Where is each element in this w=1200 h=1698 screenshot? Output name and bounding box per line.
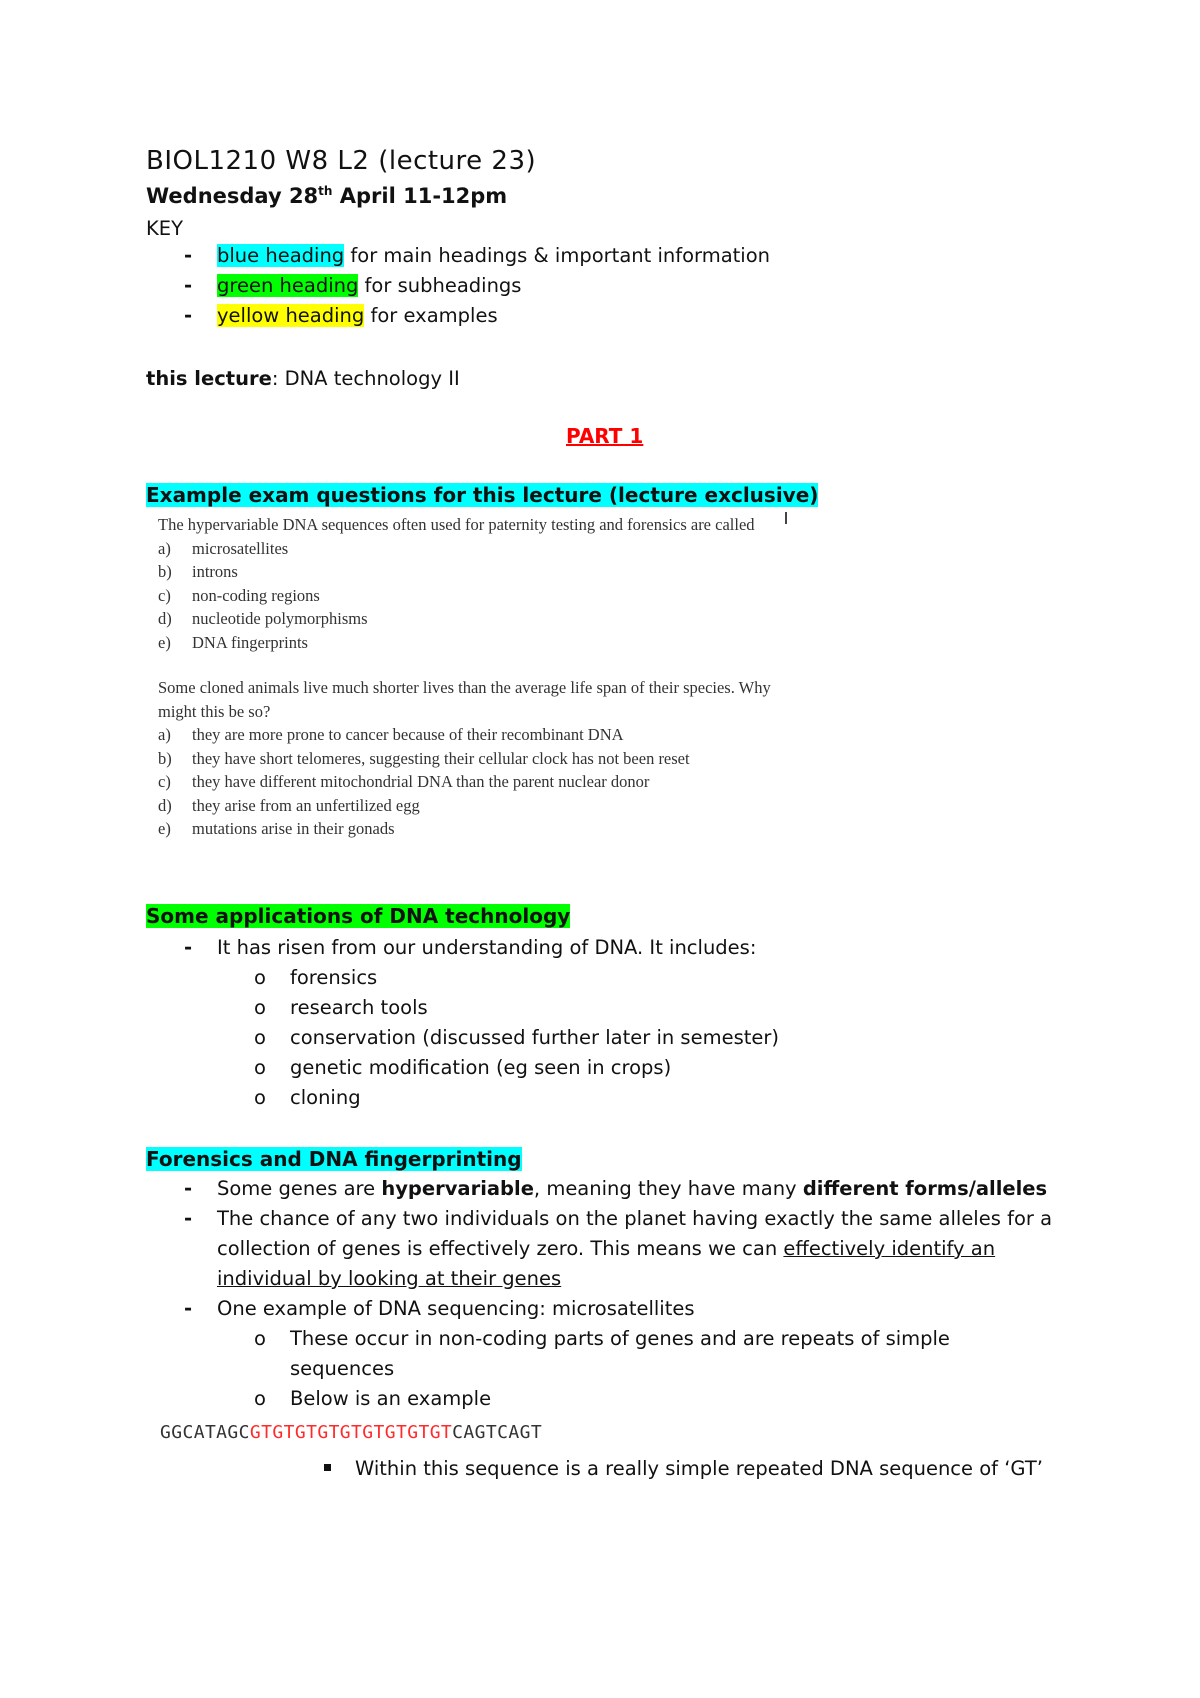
list-item-text: genetic modification (eg seen in crops) bbox=[290, 1056, 672, 1079]
option-text: mutations arise in their gonads bbox=[192, 819, 395, 838]
option-text: introns bbox=[192, 562, 238, 581]
question-option bbox=[158, 560, 798, 584]
applications-sublist bbox=[217, 963, 779, 1113]
dash-bullet: - bbox=[184, 274, 193, 297]
list-item-text: conservation (discussed further later in semester) bbox=[290, 1026, 779, 1049]
blue-highlight: blue heading bbox=[217, 244, 345, 267]
option-letter: d) bbox=[158, 795, 172, 815]
key-item-green bbox=[184, 271, 770, 301]
yellow-highlight: yellow heading bbox=[217, 304, 365, 327]
list-item bbox=[254, 993, 779, 1023]
text-run: , meaning they have many bbox=[533, 1177, 803, 1200]
question-option bbox=[158, 584, 798, 608]
forensics-point-3 bbox=[184, 1294, 1064, 1414]
dash-bullet: - bbox=[184, 936, 193, 959]
applications-list bbox=[184, 933, 779, 1113]
document-title bbox=[146, 146, 536, 176]
option-text: nucleotide polymorphisms bbox=[192, 609, 368, 628]
applications-heading bbox=[146, 904, 570, 928]
list-item bbox=[254, 1083, 779, 1113]
list-item-text: forensics bbox=[290, 966, 378, 989]
option-letter: e) bbox=[158, 819, 171, 838]
sequence-note-text: Within this sequence is a really simple repeated DNA sequence of ‘GT’ bbox=[355, 1457, 1043, 1480]
key-item-blue bbox=[184, 241, 770, 271]
question-option bbox=[158, 723, 798, 747]
option-text: they are more prone to cancer because of their recombinant DNA bbox=[192, 725, 624, 744]
circle-bullet: o bbox=[254, 1327, 266, 1350]
bold-term: hypervariable bbox=[381, 1177, 534, 1200]
dash-bullet: - bbox=[184, 1207, 193, 1230]
applications-heading-highlight: Some applications of DNA technology bbox=[146, 904, 571, 928]
sequence-end: CAGTCAGT bbox=[452, 1422, 543, 1443]
list-item bbox=[254, 963, 779, 993]
key-item-text: for examples bbox=[364, 304, 498, 327]
square-bullet-icon bbox=[324, 1464, 331, 1471]
text-run: The chance of any two individuals on the planet having exactly the same alleles for a collection of genes is effectively zero. This means we can bbox=[217, 1207, 1053, 1260]
exam-question-1: The hypervariable DNA sequences often used for paternity testing and forensics are called bbox=[158, 515, 755, 534]
option-letter: c) bbox=[158, 585, 171, 605]
question-option bbox=[158, 631, 798, 655]
list-item bbox=[254, 1023, 779, 1053]
applications-intro bbox=[184, 933, 779, 1113]
this-lecture-label: this lecture bbox=[146, 367, 272, 390]
lecture-date bbox=[146, 184, 507, 208]
circle-bullet: o bbox=[254, 1056, 266, 1079]
circle-bullet: o bbox=[254, 1026, 266, 1049]
date-time-text: April 11-12pm bbox=[332, 184, 508, 208]
dash-bullet: - bbox=[184, 1177, 193, 1200]
spacer bbox=[158, 654, 798, 676]
sequence-note bbox=[324, 1454, 1043, 1484]
part-heading: PART 1 bbox=[566, 424, 644, 448]
text-run: Some genes are bbox=[217, 1177, 382, 1200]
question-option bbox=[158, 817, 798, 841]
key-item-yellow bbox=[184, 301, 770, 331]
option-text: they arise from an unfertilized egg bbox=[192, 795, 420, 815]
date-superscript: th bbox=[318, 184, 333, 198]
this-lecture-line bbox=[146, 364, 460, 394]
underlined-text: effectively identify an individual by looking at their genes bbox=[217, 1237, 996, 1290]
option-text: microsatellites bbox=[192, 538, 289, 558]
dash-bullet: - bbox=[184, 1297, 193, 1320]
bold-term: different forms/alleles bbox=[802, 1177, 1048, 1200]
option-letter: d) bbox=[158, 609, 172, 628]
question-option bbox=[158, 794, 798, 818]
key-item-text: for subheadings bbox=[358, 274, 522, 297]
green-highlight: green heading bbox=[217, 274, 359, 297]
question-option bbox=[158, 747, 798, 771]
circle-bullet: o bbox=[254, 1086, 266, 1109]
question-option bbox=[158, 607, 798, 631]
applications-intro-text: It has risen from our understanding of DNA. It includes: bbox=[217, 936, 757, 959]
dna-sequence bbox=[160, 1422, 542, 1443]
lecture-number: (lecture 23) bbox=[369, 146, 537, 176]
date-text: Wednesday 28 bbox=[146, 184, 319, 208]
forensics-heading-highlight: Forensics and DNA fingerprinting bbox=[146, 1147, 522, 1171]
option-letter: a) bbox=[158, 725, 171, 744]
exam-section-heading bbox=[146, 483, 818, 507]
forensics-list bbox=[184, 1174, 1064, 1414]
key-list bbox=[184, 241, 770, 331]
forensics-point-1 bbox=[184, 1174, 1064, 1204]
list-item-text: research tools bbox=[290, 996, 428, 1019]
option-text: they have short telomeres, suggesting their cellular clock has not been reset bbox=[192, 748, 690, 768]
option-letter: b) bbox=[158, 562, 172, 581]
dash-bullet: - bbox=[184, 304, 193, 327]
list-item-text: These occur in non-coding parts of genes and are repeats of simple sequences bbox=[290, 1327, 950, 1380]
sequence-repeat: GTGTGTGTGTGTGTGTGT bbox=[249, 1422, 453, 1443]
forensics-heading bbox=[146, 1147, 522, 1171]
microsatellite-sublist bbox=[217, 1324, 1064, 1414]
option-text: DNA fingerprints bbox=[192, 632, 308, 652]
option-letter: b) bbox=[158, 748, 172, 768]
sequence-start: GGCATAGC bbox=[160, 1422, 250, 1443]
forensics-point-2 bbox=[184, 1204, 1064, 1294]
option-letter: e) bbox=[158, 632, 171, 652]
question-option bbox=[158, 537, 798, 561]
circle-bullet: o bbox=[254, 996, 266, 1019]
option-letter: a) bbox=[158, 538, 171, 558]
list-item-text: Below is an example bbox=[290, 1387, 492, 1410]
this-lecture-topic: : DNA technology II bbox=[271, 367, 460, 390]
list-item bbox=[254, 1053, 779, 1083]
exam-questions-image bbox=[158, 513, 798, 841]
question-option bbox=[158, 770, 798, 794]
text-run: One example of DNA sequencing: microsatellites bbox=[217, 1297, 695, 1320]
list-item-text: cloning bbox=[290, 1086, 361, 1109]
circle-bullet: o bbox=[254, 1387, 266, 1410]
course-code: BIOL1210 W8 L2 bbox=[146, 146, 370, 176]
exam-heading-highlight: Example exam questions for this lecture (lecture exclusive) bbox=[146, 483, 819, 507]
list-item bbox=[254, 1384, 1064, 1414]
option-text: they have different mitochondrial DNA than the parent nuclear donor bbox=[192, 772, 650, 791]
option-text: non-coding regions bbox=[192, 585, 320, 605]
circle-bullet: o bbox=[254, 966, 266, 989]
key-item-text: for main headings & important information bbox=[344, 244, 771, 267]
dash-bullet: - bbox=[184, 244, 193, 267]
option-letter: c) bbox=[158, 772, 171, 791]
key-label: KEY bbox=[146, 217, 184, 240]
list-item bbox=[254, 1324, 980, 1384]
exam-question-2: Some cloned animals live much shorter lives than the average life span of their species. Why might this be so? bbox=[158, 678, 771, 721]
